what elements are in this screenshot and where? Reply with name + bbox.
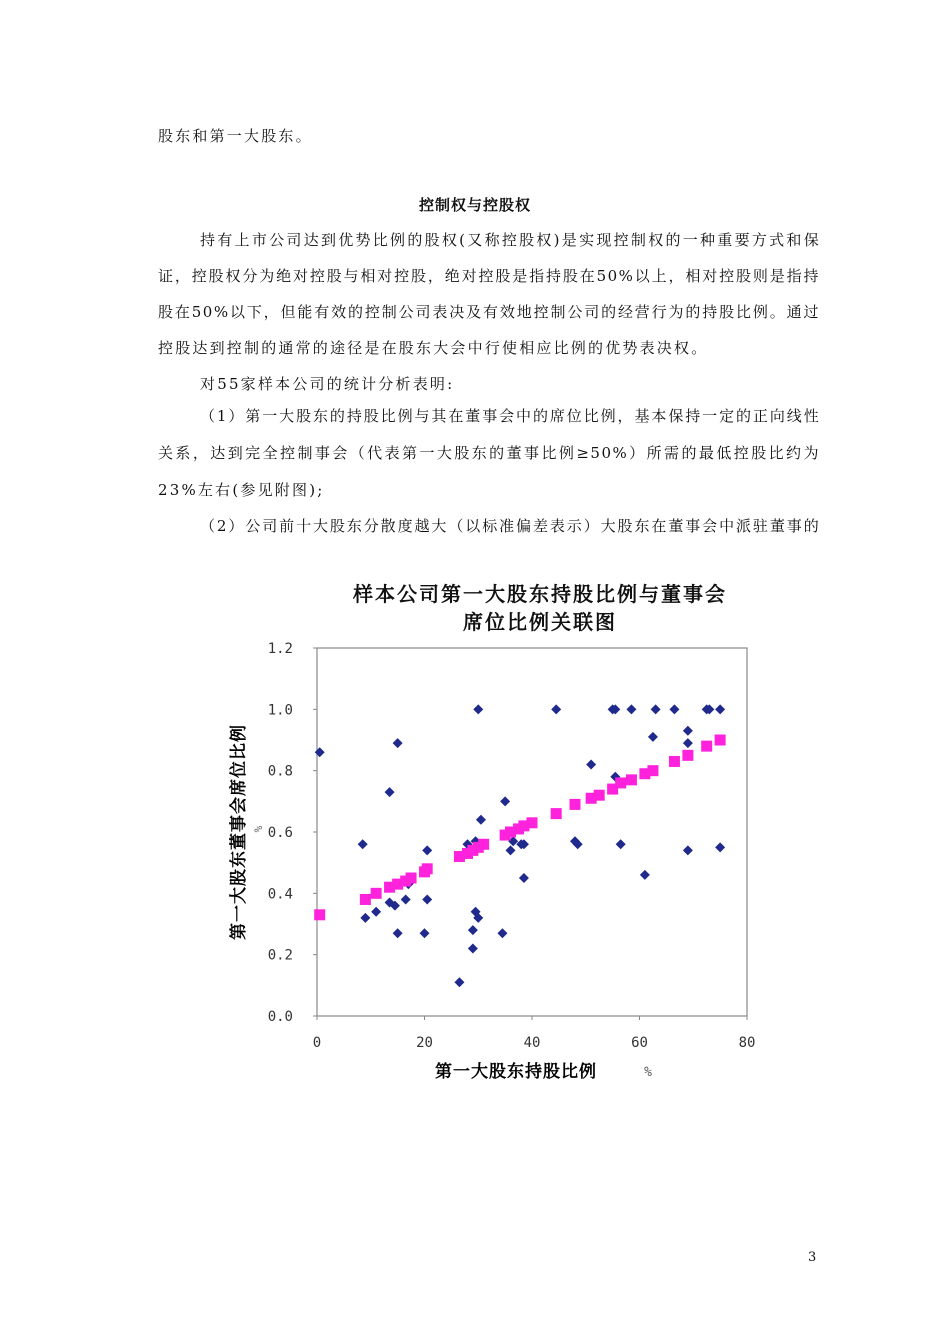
y-axis-label: 第一大股东董事会席位比例 xyxy=(229,724,249,940)
y-tick-label: 0.6 xyxy=(267,825,293,841)
plot-area xyxy=(317,648,747,1016)
x-tick-label: 0 xyxy=(312,1035,322,1051)
paragraph-line: 股东和第一大股东。 xyxy=(158,127,313,145)
trend-point-square xyxy=(371,888,382,899)
x-tick-label: 80 xyxy=(738,1035,756,1051)
x-axis-label: 第一大股东持股比例 xyxy=(435,1062,597,1082)
trend-point-square xyxy=(422,863,433,874)
x-tick-label: 60 xyxy=(631,1035,648,1051)
trend-point-square xyxy=(626,774,637,785)
trend-point-square xyxy=(615,777,626,788)
paragraph-line: 对55家样本公司的统计分析表明: xyxy=(200,375,455,393)
y-tick-label: 1.0 xyxy=(267,702,293,719)
y-axis-unit-mark: % xyxy=(252,825,265,833)
paragraph-line: 23%左右(参见附图); xyxy=(158,481,325,499)
trend-point-square xyxy=(527,817,538,828)
y-tick-label: 0.0 xyxy=(267,1009,293,1025)
y-tick-label: 1.2 xyxy=(267,641,293,657)
trend-point-square xyxy=(715,735,726,746)
trend-point-square xyxy=(360,894,371,905)
paragraph-line: 控股达到控制的通常的途径是在股东大会中行使相应比例的优势表决权。 xyxy=(158,339,709,357)
paragraph-line: 证，控股权分为绝对控股与相对控股，绝对控股是指持股在50%以上，相对控股则是指持 xyxy=(158,267,820,285)
x-axis-unit: % xyxy=(644,1065,652,1080)
trend-point-square xyxy=(570,799,581,810)
trend-point-square xyxy=(669,756,680,767)
y-tick-label: 0.8 xyxy=(267,763,293,780)
trend-point-square xyxy=(406,873,417,884)
trend-point-square xyxy=(478,839,489,850)
trend-point-square xyxy=(682,750,693,761)
chart-title-line1: 样本公司第一大股东持股比例与董事会 xyxy=(353,582,727,606)
paragraph-line: （2）公司前十大股东分散度越大（以标准偏差表示）大股东在董事会中派驻董事的 xyxy=(200,517,820,535)
trend-point-square xyxy=(701,741,712,752)
x-tick-label: 40 xyxy=(523,1035,541,1051)
paragraph-line: （1）第一大股东的持股比例与其在董事会中的席位比例，基本保持一定的正向线性 xyxy=(200,407,820,425)
trend-point-square xyxy=(551,808,562,819)
chart-title-line2: 席位比例关联图 xyxy=(463,610,617,634)
y-tick-label: 0.2 xyxy=(267,947,293,964)
y-tick-label: 0.4 xyxy=(267,886,293,903)
page-number: 3 xyxy=(808,1250,817,1265)
paragraph-line: 股在50%以下，但能有效的控制公司表决及有效地控制公司的经营行为的持股比例。通过 xyxy=(158,303,820,321)
paragraph-line: 持有上市公司达到优势比例的股权(又称控股权)是实现控制权的一种重要方式和保 xyxy=(200,231,820,249)
section-heading: 控制权与控股权 xyxy=(418,196,531,214)
trend-point-square xyxy=(594,790,605,801)
trend-point-square xyxy=(314,909,325,920)
paragraph-line: 关系，达到完全控制事会（代表第一大股东的董事比例≥50%）所需的最低控股比约为 xyxy=(158,444,820,462)
trend-point-square xyxy=(647,765,658,776)
x-tick-label: 20 xyxy=(416,1035,433,1051)
